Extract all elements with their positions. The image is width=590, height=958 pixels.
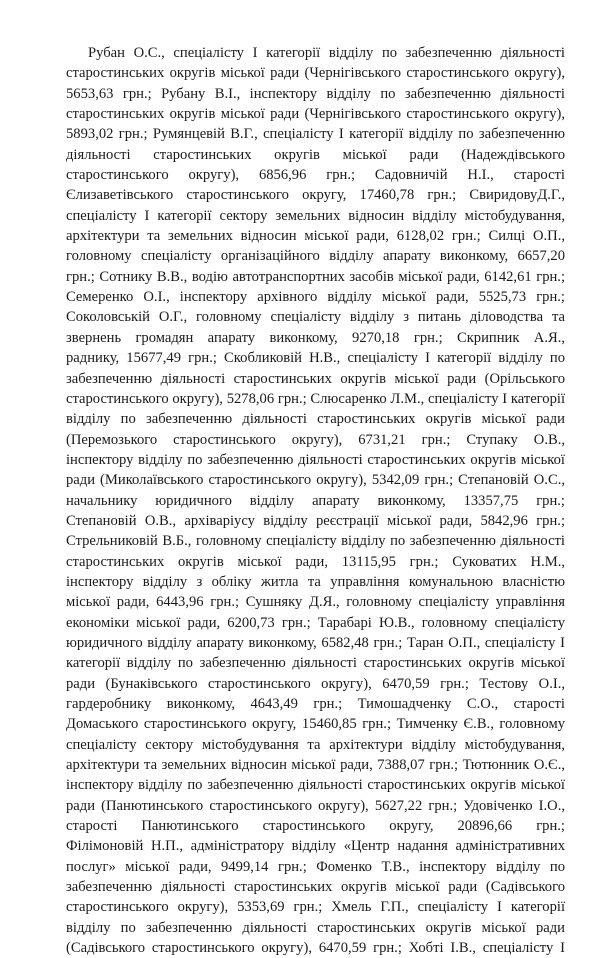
document-line: архітектури та земельних відносин міської ради, 6128,02 грн.; Силці О.П., — [66, 228, 565, 245]
document-line: архітектури та земельних відносин міської ради, 7388,07 грн.; Тютюнник О.Є., — [66, 757, 565, 774]
document-line: старостинського округу), 5278,06 грн.; Слюсаренко Л.М., спеціалісту І категорії — [66, 390, 565, 407]
document-line: звернень громадян апарату виконкому, 9270,18 грн.; Скрипник А.Я., — [66, 329, 565, 346]
document-line: юридичного відділу апарату виконкому, 6582,48 грн.; Таран О.П., спеціалісту І — [66, 634, 565, 651]
document-line: спеціалісту сектору містобудування та архітектури відділу містобудування, — [66, 736, 565, 753]
document-line: Степановій О.В., архіваріусу відділу реєстрації міської ради, 5842,96 грн.; — [66, 512, 565, 529]
document-line: раднику, 15677,49 грн.; Скобликовій Н.В., спеціалісту І категорії відділу по — [66, 350, 565, 367]
document-line: категорії відділу по забезпеченню діяльності старостинських округів міської — [66, 655, 565, 672]
document-line: інспектору відділу по забезпеченню діяльності старостинських округів міської — [66, 777, 565, 794]
document-line: 5893,02 грн.; Румянцевій В.Г., спеціалісту І категорії відділу по забезпеченню — [66, 126, 565, 143]
document-line: (Перемозького старостинського округу), 6731,21 грн.; Ступаку О.В., — [66, 431, 565, 448]
document-line: ради (Бунаківського старостинського округу), 6470,59 грн.; Тестову О.І., — [66, 675, 565, 692]
document-line: послуг» міської ради, 9499,14 грн.; Фоменко Т.В., інспектору відділу по — [66, 858, 565, 875]
document-line: гардеробнику виконкому, 4643,49 грн.; Тимошадченку С.О., старості — [66, 696, 565, 712]
document-line: старості Панютинського старостинського округу, 20896,66 грн.; — [66, 818, 565, 835]
document-body-text — [66, 43, 565, 958]
document-line: відділу по забезпеченню діяльності старостинських округів міської ради — [66, 411, 565, 428]
document-line: Рубан О.С., спеціалісту І категорії відділу по забезпеченню діяльності — [88, 45, 565, 61]
document-line: забезпеченню діяльності старостинських округів міської ради (Садівського — [66, 879, 565, 896]
document-line: спеціалісту І категорії сектору земельних відносин відділу містобудування, — [66, 207, 565, 224]
document-line: старостинських округів міської ради (Чернігівського старостинського округу), — [66, 65, 565, 82]
document-line: Соколовській О.Г., головному спеціалісту відділу з питань діловодства та — [66, 309, 565, 326]
document-line: Єлизаветівського старостинського округу, 17460,78 грн.; СвиридовуД.Г., — [66, 187, 565, 204]
document-line: Домаського старостинського округу, 15460,85 грн.; Тимченку Є.В., головному — [66, 716, 565, 733]
document-line: інспектору відділу з обліку житла та управління комунальною власністю — [66, 573, 565, 590]
document-line: забезпеченню діяльності старостинських округів міської ради (Орільського — [66, 370, 565, 387]
document-line: міської ради, 6443,96 грн.; Сушняку Д.Я., головному спеціалісту управління — [66, 594, 565, 611]
document-line: Стрельниковій В.Б., головному спеціалісту відділу по забезпеченню діяльності — [66, 533, 565, 550]
document-line: інспектору відділу по забезпеченню діяльності старостинських округів міської — [66, 451, 565, 468]
document-line: Філімоновій Н.П., адміністратору відділу «Центр надання адміністративних — [66, 838, 565, 855]
document-line: ради (Миколаївського старостинського округу), 5342,09 грн.; Степановій О.С., — [66, 472, 565, 489]
document-line: старостинських округів міської ради, 13115,95 грн.; Суковатих Н.М., — [66, 553, 565, 570]
document-line: головному спеціалісту організаційного відділу апарату виконкому, 6657,20 — [66, 248, 565, 265]
document-line: ради (Панютинського старостинського округу), 5627,22 грн.; Удовіченко І.О., — [66, 797, 565, 814]
document-line: начальнику юридичного відділу апарату виконкому, 13357,75 грн.; — [66, 492, 565, 509]
document-line: відділу по забезпеченню діяльності старостинських округів міської ради — [66, 919, 565, 936]
document-line: (Садівського старостинського округу), 6470,59 грн.; Хобті І.В., спеціалісту І — [66, 940, 565, 957]
document-line: Семеренко О.І., інспектору архівного відділу міської ради, 5525,73 грн.; — [66, 289, 565, 306]
document-line: 5653,63 грн.; Рубану В.І., інспектору відділу по забезпеченню діяльності — [66, 85, 565, 102]
document-line: старостинського округу), 5353,69 грн.; Хмель Г.П., спеціалісту І категорії — [66, 899, 565, 916]
document-line: грн.; Сотнику В.В., водію автотранспортних засобів міської ради, 6142,61 грн.; — [66, 268, 565, 285]
document-line: старостинських округів міської ради (Чернігівського старостинського округу), — [66, 106, 565, 123]
document-line: економіки міської ради, 6200,73 грн.; Тарабарі Ю.В., головному спеціалісту — [66, 614, 565, 631]
document-line: старостинського округу), 6856,96 грн.; Садовничій Н.І., старості — [66, 167, 565, 184]
document-line: діяльності старостинських округів міської ради (Надеждівського — [66, 146, 565, 163]
